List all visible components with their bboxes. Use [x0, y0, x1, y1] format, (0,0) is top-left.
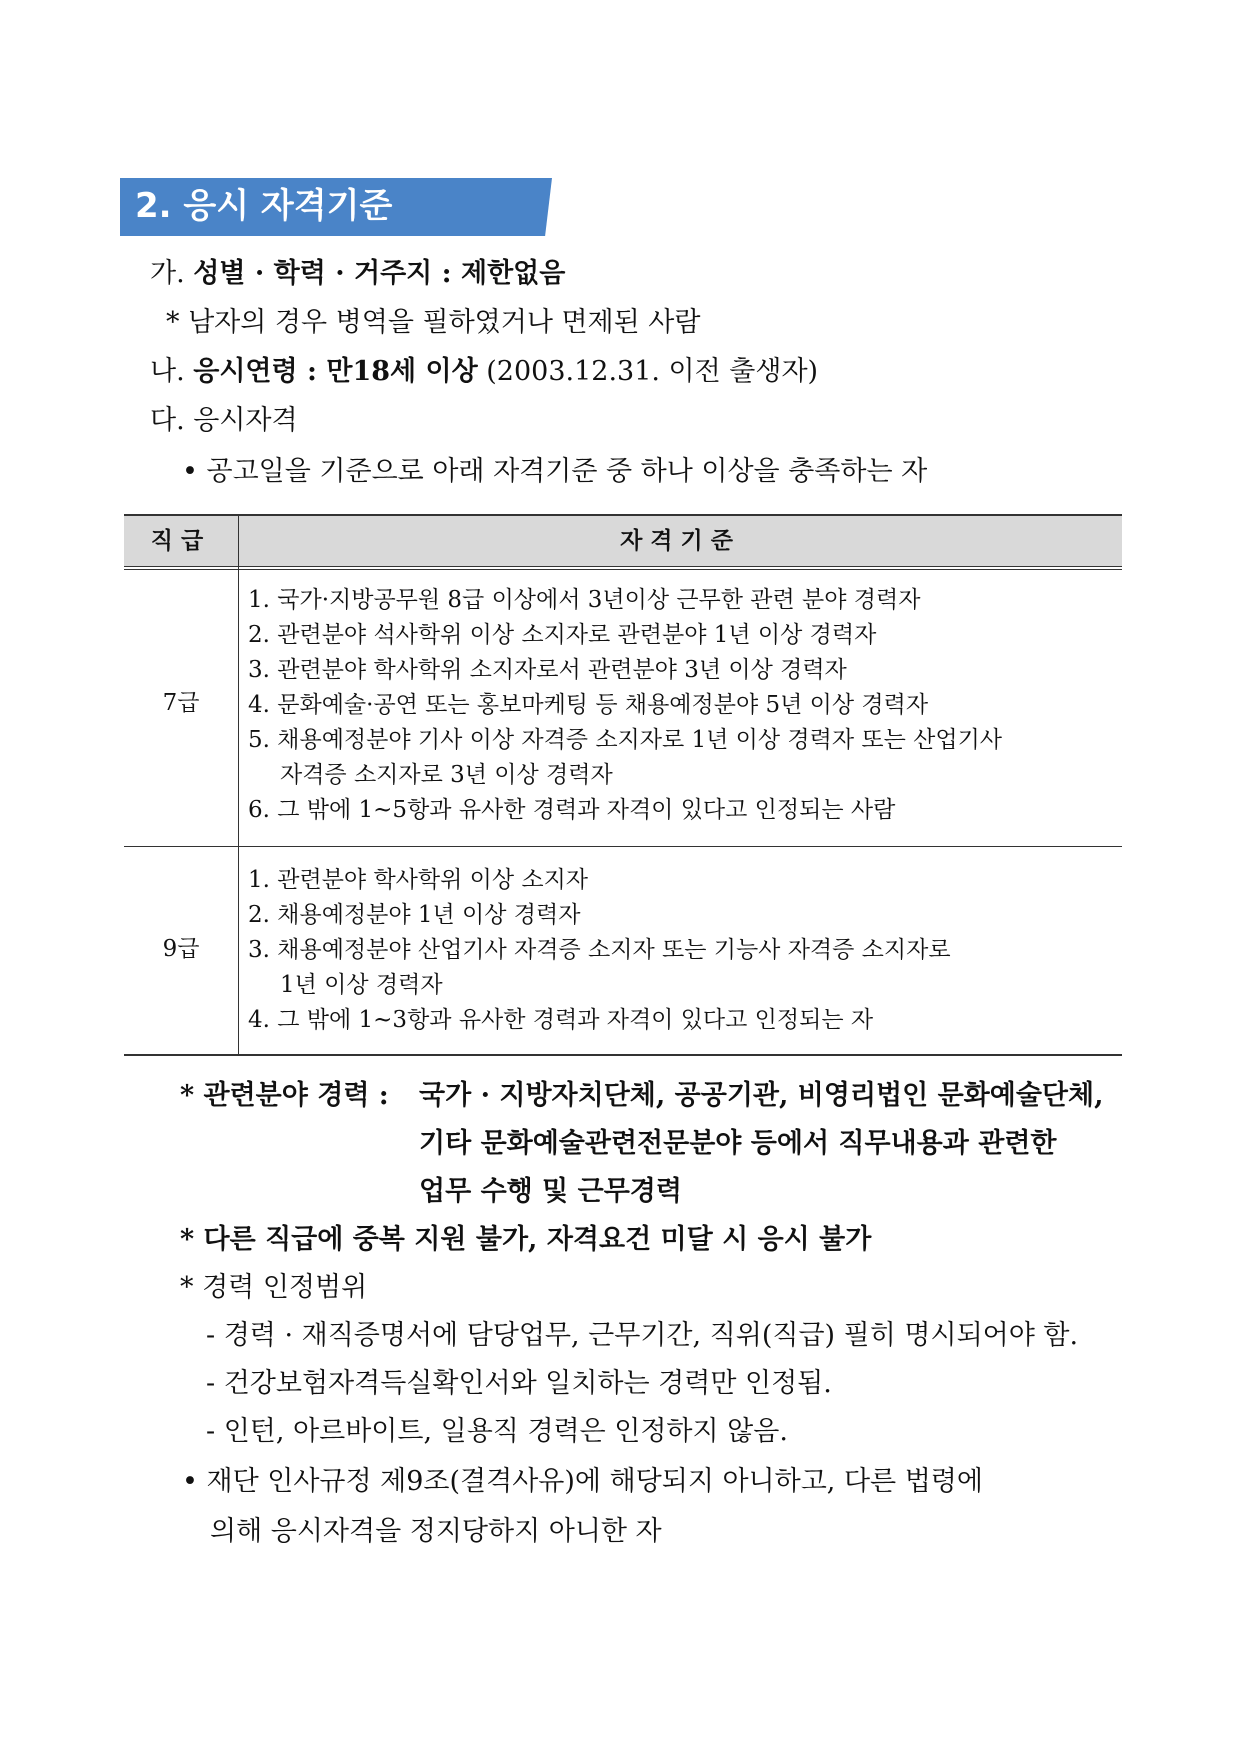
- criteria-7-6: 6. 그 밖에 1~5항과 유사한 경력과 자격이 있다고 인정되는 사람: [248, 797, 896, 823]
- item-b-bold: 응시연령 : 만18세 이상: [193, 356, 478, 387]
- note-related-line2: 기타 문화예술관련전문분야 등에서 직무내용과 관련한: [419, 1128, 1057, 1159]
- table-bottom-border: [124, 1054, 1122, 1056]
- section-title: 2. 응시 자격기준: [135, 186, 393, 226]
- note-related-line1: 국가 · 지방자치단체, 공공기관, 비영리법인 문화예술단체,: [419, 1080, 1104, 1111]
- criteria-9-2: 2. 채용예정분야 1년 이상 경력자: [248, 902, 581, 928]
- table-header-border: [124, 566, 1122, 570]
- note-final-line1: • 재단 인사규정 제9조(결격사유)에 해당되지 아니하고, 다른 법령에: [182, 1466, 983, 1497]
- note-career-title: * 경력 인정범위: [180, 1272, 368, 1303]
- item-b: [150, 352, 818, 392]
- item-c: 다. 응시자격: [150, 405, 298, 436]
- criteria-7-5-cont: 자격증 소지자로 3년 이상 경력자: [280, 762, 613, 788]
- item-a: [150, 254, 565, 294]
- grade-7: 7급: [162, 690, 200, 716]
- criteria-7-4: 4. 문화예술·공연 또는 홍보마케팅 등 채용예정분야 5년 이상 경력자: [248, 692, 929, 718]
- note-career-item-1: - 경력 · 재직증명서에 담당업무, 근무기간, 직위(직급) 필히 명시되어야 함.: [206, 1320, 1079, 1351]
- item-a-prefix: 가.: [150, 258, 185, 289]
- column-divider: [238, 516, 239, 1056]
- criteria-7-1: 1. 국가·지방공무원 8급 이상에서 3년이상 근무한 관련 분야 경력자: [248, 587, 921, 613]
- grade-9: 9급: [162, 936, 200, 962]
- criteria-9-3: 3. 채용예정분야 산업기사 자격증 소지자 또는 기능사 자격증 소지자로: [248, 937, 951, 963]
- criteria-9-3-cont: 1년 이상 경력자: [280, 972, 443, 998]
- item-a-text: 성별 · 학력 · 거주지 : 제한없음: [193, 258, 566, 289]
- item-b-normal: (2003.12.31. 이전 출생자): [486, 356, 819, 387]
- note-final-line2: 의해 응시자격을 정지당하지 아니한 자: [210, 1516, 662, 1547]
- header-grade: 직급: [150, 528, 212, 554]
- criteria-7-3: 3. 관련분야 학사학위 소지자로서 관련분야 3년 이상 경력자: [248, 657, 847, 683]
- criteria-7-5: 5. 채용예정분야 기사 이상 자격증 소지자로 1년 이상 경력자 또는 산업기사: [248, 727, 1003, 753]
- note-duplicate: * 다른 직급에 중복 지원 불가, 자격요건 미달 시 응시 불가: [180, 1224, 872, 1255]
- criteria-7-2: 2. 관련분야 석사학위 이상 소지자로 관련분야 1년 이상 경력자: [248, 622, 877, 648]
- note-career-item-2: - 건강보험자격득실확인서와 일치하는 경력만 인정됨.: [206, 1368, 832, 1399]
- header-criteria: 자격기준: [620, 528, 741, 554]
- note-related-label: * 관련분야 경력 :: [180, 1080, 389, 1111]
- row-divider: [124, 846, 1122, 847]
- criteria-9-4: 4. 그 밖에 1~3항과 유사한 경력과 자격이 있다고 인정되는 자: [248, 1007, 874, 1033]
- note-related-line3: 업무 수행 및 근무경력: [419, 1176, 682, 1207]
- item-b-prefix: 나.: [150, 356, 185, 387]
- criteria-9-1: 1. 관련분야 학사학위 이상 소지자: [248, 867, 589, 893]
- item-a-note: * 남자의 경우 병역을 필하였거나 면제된 사람: [166, 307, 701, 338]
- note-career-item-3: - 인턴, 아르바이트, 일용직 경력은 인정하지 않음.: [206, 1416, 788, 1447]
- item-c-bullet: • 공고일을 기준으로 아래 자격기준 중 하나 이상을 충족하는 자: [182, 456, 928, 487]
